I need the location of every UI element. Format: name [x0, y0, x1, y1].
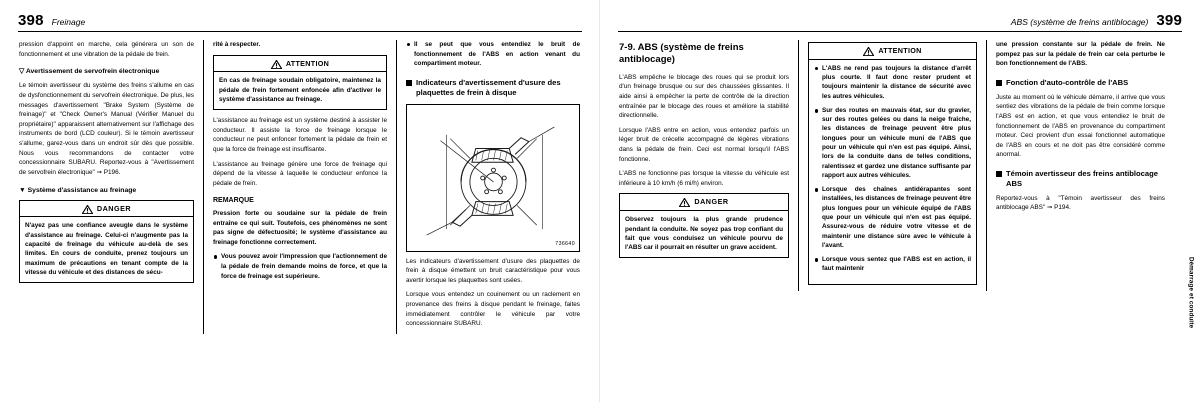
- danger-box-header: [620, 194, 788, 211]
- list-item: L'ABS ne rend pas toujours la distance d'arrêt plus courte. Il faut donc rester prudent et toujours maintenir la distance de sécurité avec les autres véhicules.: [814, 64, 971, 101]
- brake-pad-wear-indicator-figure: [406, 104, 580, 252]
- list-item: Sur des routes en mauvais état, sur du gravier, sur des routes gelées ou dans la neige fraîche, les distances de freinage peuvent être plus longues pour un véhicule muni de l'ABS que pour un véhicule qui n'en est pas équipé. Ainsi, lors de la conduite dans de telles conditions, ralentissez et gardez une distance suffisante par rapport aux autres véhicules.: [814, 106, 971, 180]
- paragraph: Reportez-vous à "Témoin avertisseur des freins antiblocage ABS" ➞ P194.: [996, 194, 1165, 212]
- bullet-list-top: [406, 40, 580, 69]
- right-column-1: [610, 40, 798, 291]
- caution-box: [213, 55, 387, 111]
- paragraph: Le témoin avertisseur du système des freins s'allume en cas de dysfonctionnement du servofrein électronique. De plus, les messages d'avertissement "Brake System (Système de freinage)" et "Check Owner's Manual (Vérifier Manuel du propriétaire)" apparaissent alternativement sur l'affichage des instruments de bord (LCD couleur). Si le témoin avertisseur s'allume, garez-vous dans un endroit sûr dès que possible. Nous vous recommandons de contacter votre concessionnaire SUBARU. Reportez-vous à "Avertissement de servofrein électronique" ➞ P196.: [19, 82, 194, 176]
- caution-box-body: [809, 60, 976, 284]
- heading-text: Fonction d'auto-contrôle de l'ABS: [1006, 77, 1129, 87]
- caution-bullet-list: [814, 64, 971, 274]
- heading-text: Indicateurs d'avertissement d'usure des plaquettes de frein à disque: [416, 77, 561, 97]
- left-column-1: [10, 40, 203, 334]
- paragraph: L'ABS ne fonctionne pas lorsque la vitesse du véhicule est inférieure à 10 km/h (6 mi/h) environ.: [619, 170, 789, 187]
- caution-continuation: une pression constante sur la pédale de frein. Ne pompez pas sur la pédale de frein car cela perturbe le bon fonctionnement de l'ABS.: [996, 41, 1165, 68]
- side-tab-label: Démarrage et conduite: [1187, 257, 1195, 329]
- warning-triangle-icon: [679, 198, 690, 207]
- danger-box-body: N'ayez pas une confiance aveugle dans le système d'assistance au freinage. Celui-ci n'augmente pas la capacité de freinage du véhicule au-delà de ses limites. En cours de conduite, prenez toujours un maximum de précautions en tenant compte de la vitesse du véhicule et des distances de sécu-: [25, 222, 188, 276]
- caution-box-body: En cas de freinage soudain obligatoire, maintenez la pédale de frein fortement enfoncée afin d'activer le système d'assistance au freinage.: [219, 77, 381, 103]
- square-bullet-icon: [996, 171, 1002, 177]
- remarque-bullet-list: [213, 252, 387, 281]
- paragraph: Les indicateurs d'avertissement d'usure des plaquettes de frein à disque émettent un bruit caractéristique pour vous avertir lorsque les plaquettes sont usées.: [406, 257, 580, 284]
- right-column-2: [798, 40, 986, 291]
- list-item: Il se peut que vous entendiez le bruit de fonctionnement de l'ABS en action venant du compartiment moteur.: [406, 40, 580, 69]
- caution-box-title: ATTENTION: [285, 58, 330, 68]
- section-side-tab: [1184, 218, 1198, 368]
- paragraph: Juste au moment où le véhicule démarre, il arrive que vous sentiez des vibrations de la pédale de frein comme lorsque l'ABS est en action, et que vous entendiez le bruit de fonctionnement de l'ABS en provenance du compartiment moteur. Ceci provient d'un essai fonctionnel automatique de l'ABS en cours et ne doit pas être considéré comme anormal.: [996, 93, 1165, 159]
- warning-triangle-icon: [82, 205, 93, 214]
- paragraph: L'assistance au freinage est un système destiné à assister le conducteur. Il assiste la force de freinage lorsque le conducteur ne peut enfoncer fortement la pédale de frein et que la force de freinage est insuffisante.: [213, 117, 387, 154]
- left-columns: [10, 40, 590, 334]
- heading-auto-controle-abs: [996, 78, 1165, 88]
- left-page-header: [18, 12, 85, 30]
- list-item: Lorsque des chaînes antidérapantes sont installées, les distances de freinage peuvent être plus longues pour un véhicule équipé de l'ABS que pour un véhicule qui n'en est pas équipé. Assurez-vous de réduire votre vitesse et de maintenir une distance sûre avec le véhicule à l'avant.: [814, 185, 971, 250]
- caution-box-header: [214, 56, 386, 73]
- right-columns: [610, 40, 1176, 291]
- left-column-2: [203, 40, 396, 334]
- danger-box-title: DANGER: [694, 197, 729, 207]
- warning-triangle-icon: [863, 47, 874, 56]
- figure-number: 736640: [555, 240, 575, 247]
- danger-box-body: Observez toujours la plus grande prudence pendant la conduite. Ne soyez pas trop confiant du fait que vous conduisez un véhicule pourvu de l'ABS car il pourrait en résulter un grave accident.: [625, 216, 783, 252]
- right-page-number: 399: [1156, 12, 1182, 29]
- paragraph: Lorsque vous entendez un couinement ou un raclement en provenance des freins à disque pendant le freinage, faites immédiatement contrôler le véhicule par votre concessionnaire SUBARU.: [406, 291, 580, 328]
- left-column-3: [396, 40, 589, 334]
- danger-box-title: DANGER: [96, 203, 132, 213]
- paragraph: pression d'appoint en marche, cela générera un son de fonctionnement et une vibration de la pédale de frein.: [19, 41, 194, 58]
- left-running-head: Freinage: [51, 17, 86, 27]
- square-bullet-icon: [406, 80, 412, 86]
- list-item: Lorsque vous sentez que l'ABS est en action, il faut maintenir: [814, 255, 971, 274]
- figure-illustration: [407, 105, 579, 251]
- section-title-abs: 7-9. ABS (système de freins antiblocage): [619, 42, 744, 65]
- paragraph-continuation: rité à respecter.: [213, 41, 261, 48]
- heading-temoin-avertisseur-abs: [996, 169, 1165, 189]
- list-item: Vous pouvez avoir l'impression que l'actionnement de la pédale de frein demande moins de force, et que la force de freinage est supérieure.: [213, 252, 387, 281]
- caution-box-title: ATTENTION: [878, 46, 922, 55]
- paragraph: L'ABS empêche le blocage des roues qui se produit lors d'un freinage brusque ou sur des chaussées glissantes. Il aide ainsi à empêcher la perte de contrôle de la direction entraînée par le blocage des roues et améliore la stabilité directionnelle.: [619, 73, 789, 120]
- heading-indicateurs-usure: [406, 78, 580, 98]
- right-column-3: [986, 40, 1174, 291]
- heading-remarque: REMARQUE: [213, 196, 254, 204]
- danger-box-header: [20, 201, 193, 218]
- warning-triangle-icon: [271, 60, 282, 69]
- danger-box: [619, 193, 789, 258]
- right-running-head: ABS (système de freins antiblocage): [1010, 17, 1149, 27]
- right-page-header: [1011, 12, 1182, 30]
- caution-box: [808, 42, 977, 285]
- danger-box: [19, 200, 194, 283]
- square-bullet-icon: [996, 80, 1002, 86]
- heading-assistance-freinage: ▼ Système d'assistance au freinage: [19, 186, 194, 196]
- heading-servofrein: ▽ Avertissement de servofrein électronique: [19, 67, 194, 77]
- left-header-rule: [18, 31, 582, 32]
- right-page: [600, 0, 1200, 402]
- paragraph: L'assistance au freinage génère une force de freinage qui dépend de la vitesse à laquelle le conducteur enfonce la pédale de frein.: [213, 160, 387, 187]
- paragraph: Lorsque l'ABS entre en action, vous entendez parfois un léger bruit de crécelle accompagné de légères vibrations dans la pédale de frein. Ceci est normal lorsqu'il l'ABS fonctionne.: [619, 126, 789, 163]
- left-page-number: 398: [18, 12, 44, 29]
- right-header-rule: [618, 31, 1182, 32]
- heading-text: Témoin avertisseur des freins antiblocage ABS: [1006, 168, 1158, 188]
- caution-box-header: [809, 43, 976, 60]
- paragraph: Pression forte ou soudaine sur la pédale de frein entraîne ce qui suit. Toutefois, ces phénomènes ne sont pas signe de défectuosité; le système d'assistance au freinage fonctionne correctement.: [213, 210, 387, 246]
